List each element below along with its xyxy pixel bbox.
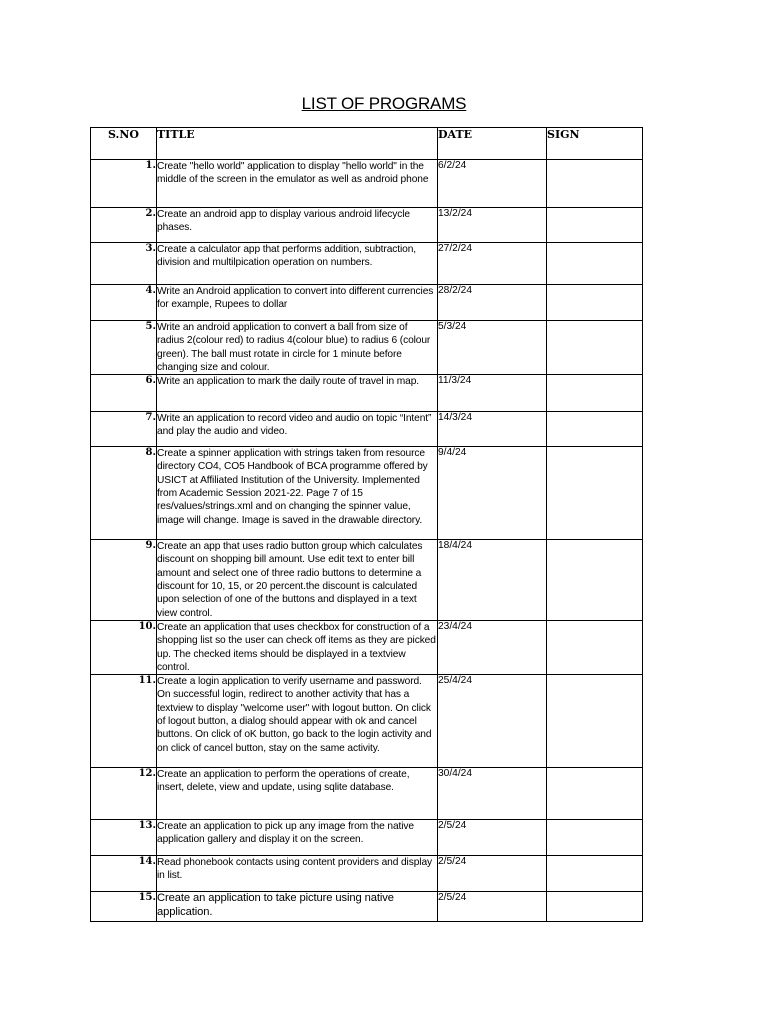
row-date: 28/2/24 — [438, 285, 547, 321]
row-date: 2/5/24 — [438, 892, 547, 922]
row-sno: 11. — [91, 675, 157, 768]
row-sno: 8. — [91, 447, 157, 540]
table-row — [91, 820, 643, 856]
row-sno: 5. — [91, 321, 157, 375]
table-row — [91, 892, 643, 922]
header-sno: S.NO — [91, 128, 157, 160]
table-row — [91, 447, 643, 540]
row-sno: 15. — [91, 892, 157, 922]
table-header-row — [91, 128, 643, 160]
row-date: 18/4/24 — [438, 540, 547, 621]
program-list-table — [90, 127, 643, 922]
row-sno: 13. — [91, 820, 157, 856]
header-date: DATE — [438, 128, 547, 160]
row-sign — [547, 321, 643, 375]
row-date: 9/4/24 — [438, 447, 547, 540]
row-title: Write an application to mark the daily route of travel in map. — [157, 375, 438, 412]
row-sno: 14. — [91, 856, 157, 892]
row-sign — [547, 447, 643, 540]
table-row — [91, 620, 643, 674]
row-date: 5/3/24 — [438, 321, 547, 375]
row-title: Create an application that uses checkbox for construction of a shopping list so the user can check off items as they are picked up. The checked items should be displayed in a textview control. — [157, 621, 436, 673]
row-title: Write an android application to convert a ball from size of radius 2(colour red) to radius 4(colour blue) to radius 6 (colour green). The ball must rotate in circle for 1 minute before changing size and colour. — [157, 321, 438, 375]
table-row — [91, 540, 643, 621]
row-title: Create an application to take picture using native application. — [157, 892, 438, 922]
table-row — [91, 768, 643, 820]
row-title: Create a login application to verify username and password. On successful login, redirect to another activity that has a textview to display "welcome user" with logout button. On click of logout button, a dialog should appear with ok and cancel buttons. On click of oK button, go back to the login activity and on click of cancel button, stay on the same activity. — [157, 675, 438, 768]
header-sign: SIGN — [547, 128, 643, 160]
row-sign — [547, 160, 643, 208]
row-sign — [547, 892, 643, 922]
row-title: Write an Android application to convert into different currencies for example, Rupees to dollar — [157, 285, 438, 321]
table-row — [91, 321, 643, 375]
row-title: Create "hello world" application to display "hello world" in the middle of the screen in the emulator as well as android phone — [157, 160, 438, 208]
row-date: 23/4/24 — [438, 620, 547, 674]
row-title: Create a calculator app that performs addition, subtraction, division and multilpication operation on numbers. — [157, 243, 438, 285]
row-sno: 10. — [91, 620, 157, 674]
row-date: 27/2/24 — [438, 243, 547, 285]
row-date: 30/4/24 — [438, 768, 547, 820]
row-sign — [547, 412, 643, 447]
row-sno: 12. — [91, 768, 157, 820]
row-sign — [547, 768, 643, 820]
row-sign — [547, 675, 643, 768]
row-sno: 6. — [91, 375, 157, 412]
row-title: Create an app that uses radio button group which calculates discount on shopping bill amount. Use edit text to enter bill amount and select one of three radio buttons to determine a discount for 10, 15, or 20 percent.the discount is calculated upon selection of one of the buttons and displayed in a text view control. — [157, 540, 438, 621]
row-date: 2/5/24 — [438, 856, 547, 892]
table-row — [91, 285, 643, 321]
header-title: TITLE — [157, 128, 438, 160]
row-sno: 9. — [91, 540, 157, 621]
row-sign — [547, 820, 643, 856]
row-title: Create an android app to display various android lifecycle phases. — [157, 208, 438, 243]
row-sno: 2. — [91, 208, 157, 243]
table-row — [91, 160, 643, 208]
row-sign — [547, 620, 643, 674]
row-date: 14/3/24 — [438, 412, 547, 447]
row-title: Create an application to pick up any image from the native application gallery and display it on the screen. — [157, 820, 438, 856]
table-row — [91, 243, 643, 285]
row-date: 6/2/24 — [438, 160, 547, 208]
row-title: Write an application to record video and audio on topic “Intent” and play the audio and video. — [157, 412, 438, 447]
row-date: 11/3/24 — [438, 375, 547, 412]
row-sign — [547, 375, 643, 412]
row-title: Read phonebook contacts using content providers and display in list. — [157, 856, 438, 892]
row-date: 13/2/24 — [438, 208, 547, 243]
row-date: 25/4/24 — [438, 675, 547, 768]
row-sign — [547, 285, 643, 321]
row-sign — [547, 856, 643, 892]
table-row — [91, 675, 643, 768]
row-sno: 7. — [91, 412, 157, 447]
table-row — [91, 856, 643, 892]
table-row — [91, 375, 643, 412]
row-date: 2/5/24 — [438, 820, 547, 856]
row-title: Create a spinner application with strings taken from resource directory CO4, CO5 Handbook of BCA programme offered by USICT at Affiliated Institution of the University. Implemented from Academic Session 2021-22. Page 7 of 15 res/values/strings.xml and on changing the spinner value, image will change. Image is saved in the drawable directory. — [157, 447, 438, 540]
row-sign — [547, 540, 643, 621]
row-sno: 3. — [91, 243, 157, 285]
row-sign — [547, 208, 643, 243]
row-title: Create an application to perform the operations of create, insert, delete, view and update, using sqlite database. — [157, 768, 438, 820]
row-sno: 1. — [91, 160, 157, 208]
table-row — [91, 208, 643, 243]
table-row — [91, 412, 643, 447]
row-sno: 4. — [91, 285, 157, 321]
row-sign — [547, 243, 643, 285]
page-title: LIST OF PROGRAMS — [301, 94, 467, 113]
